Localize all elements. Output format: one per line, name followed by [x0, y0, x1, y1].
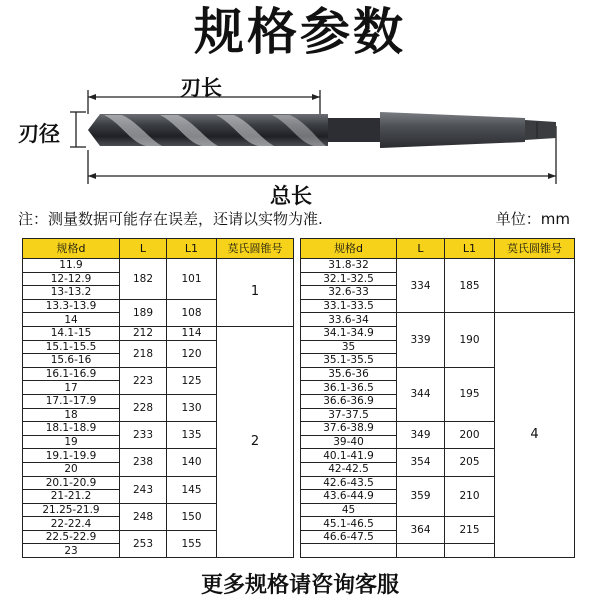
- table-body: [23, 259, 294, 558]
- cell-spec: 11.9: [23, 259, 120, 273]
- cell-spec: 14.1-15: [23, 326, 120, 340]
- cell-spec: 12-12.9: [23, 272, 120, 286]
- cell-spec: 35.1-35.5: [301, 354, 397, 368]
- cell-l: 349: [397, 422, 445, 449]
- cell-spec: 34.1-34.9: [301, 326, 397, 340]
- cell-l1: 101: [167, 259, 217, 300]
- cell-l1: 190: [445, 313, 495, 367]
- cell-l: 228: [120, 394, 167, 421]
- cell-spec: 37-37.5: [301, 408, 397, 422]
- cell-spec: 35: [301, 340, 397, 354]
- footer-contact-text: 更多规格请咨询客服: [200, 573, 399, 598]
- header-l1: L1: [167, 239, 217, 259]
- cell-l: 354: [397, 449, 445, 476]
- cell-l1: 120: [167, 340, 217, 367]
- cell-spec: 32.6-33: [301, 286, 397, 300]
- cell-l1: 145: [167, 476, 217, 503]
- cell-l: 344: [397, 367, 445, 421]
- cell-l: 238: [120, 449, 167, 476]
- unit-label: 单位：mm: [495, 210, 570, 228]
- cell-spec: 22-22.4: [23, 517, 120, 531]
- cell-spec: 37.6-38.9: [301, 422, 397, 436]
- cell-spec: 43.6-44.9: [301, 490, 397, 504]
- cell-l: 182: [120, 259, 167, 300]
- cell-l: 248: [120, 503, 167, 530]
- cell-l1: 195: [445, 367, 495, 421]
- cell-l: 233: [120, 422, 167, 449]
- cell-l: 334: [397, 259, 445, 313]
- table-row: [23, 259, 294, 273]
- table-row: [301, 313, 575, 327]
- cell-spec: 18: [23, 408, 120, 422]
- cell-spec: 14: [23, 313, 120, 327]
- cell-spec: 36.1-36.5: [301, 381, 397, 395]
- drill-bit-illustration: [0, 66, 600, 196]
- header-l: L: [120, 239, 167, 259]
- cell-spec: 20: [23, 462, 120, 476]
- cell-spec: 42.6-43.5: [301, 476, 397, 490]
- table-header-row: [301, 239, 575, 259]
- cell-spec: 23: [23, 544, 120, 558]
- cell-l1: [445, 544, 495, 558]
- cell-l: 223: [120, 367, 167, 394]
- cell-spec: 36.6-36.9: [301, 394, 397, 408]
- cell-spec: 45: [301, 503, 397, 517]
- cell-l1: 125: [167, 367, 217, 394]
- cell-l1: 205: [445, 449, 495, 476]
- cell-l1: 215: [445, 517, 495, 544]
- cell-spec: 20.1-20.9: [23, 476, 120, 490]
- cell-spec: 39-40: [301, 435, 397, 449]
- cell-spec: 15.1-15.5: [23, 340, 120, 354]
- blade-length-label: 刃长: [180, 76, 222, 100]
- cell-l1: 185: [445, 259, 495, 313]
- cell-spec: 21-21.2: [23, 490, 120, 504]
- total-length-label: 总长: [270, 184, 312, 208]
- cell-l1: 155: [167, 530, 217, 557]
- table-header-row: [23, 239, 294, 259]
- cell-spec: 33.6-34: [301, 313, 397, 327]
- cell-spec: 17: [23, 381, 120, 395]
- header-morse: 莫氏圆锥号: [217, 239, 294, 259]
- cell-spec: 22.5-22.9: [23, 530, 120, 544]
- cell-l1: 210: [445, 476, 495, 517]
- cell-morse-taper: 1: [217, 259, 294, 327]
- cell-spec: 42-42.5: [301, 462, 397, 476]
- table-body: [301, 259, 575, 558]
- cell-spec: 33.1-33.5: [301, 299, 397, 313]
- cell-spec: 21.25-21.9: [23, 503, 120, 517]
- cell-l: 253: [120, 530, 167, 557]
- cell-l: 364: [397, 517, 445, 544]
- cell-spec: 18.1-18.9: [23, 422, 120, 436]
- cell-spec: [301, 544, 397, 558]
- cell-l: 189: [120, 299, 167, 326]
- cell-l: 359: [397, 476, 445, 517]
- cell-spec: 32.1-32.5: [301, 272, 397, 286]
- cell-spec: 45.1-46.5: [301, 517, 397, 531]
- cell-l: 243: [120, 476, 167, 503]
- header-morse: 莫氏圆锥号: [495, 239, 575, 259]
- diameter-label: 刃径: [18, 122, 60, 146]
- cell-spec: 13-13.2: [23, 286, 120, 300]
- cell-l1: 108: [167, 299, 217, 326]
- page-title: 规格参数: [194, 3, 406, 61]
- cell-morse-taper: 2: [217, 326, 294, 557]
- cell-l1: 114: [167, 326, 217, 340]
- header-spec: 规格d: [301, 239, 397, 259]
- cell-l: [397, 544, 445, 558]
- header-spec: 规格d: [23, 239, 120, 259]
- header-l1: L1: [445, 239, 495, 259]
- cell-morse-taper: 4: [495, 313, 575, 558]
- table-row: [301, 259, 575, 273]
- cell-spec: 31.8-32: [301, 259, 397, 273]
- cell-spec: 17.1-17.9: [23, 394, 120, 408]
- measurement-note: 注：测量数据可能存在误差，还请以实物为准.: [18, 210, 323, 228]
- drill-diagram: [0, 66, 600, 208]
- cell-l1: 135: [167, 422, 217, 449]
- cell-l: 212: [120, 326, 167, 340]
- spec-table-right: [300, 238, 575, 558]
- cell-spec: 15.6-16: [23, 354, 120, 368]
- cell-l1: 140: [167, 449, 217, 476]
- cell-l1: 130: [167, 394, 217, 421]
- cell-spec: 13.3-13.9: [23, 299, 120, 313]
- cell-l1: 150: [167, 503, 217, 530]
- cell-spec: 16.1-16.9: [23, 367, 120, 381]
- cell-spec: 19.1-19.9: [23, 449, 120, 463]
- cell-morse-taper: [495, 259, 575, 313]
- cell-l: 339: [397, 313, 445, 367]
- table-row: [23, 326, 294, 340]
- cell-l1: 200: [445, 422, 495, 449]
- header-l: L: [397, 239, 445, 259]
- cell-spec: 40.1-41.9: [301, 449, 397, 463]
- cell-l: 218: [120, 340, 167, 367]
- cell-spec: 19: [23, 435, 120, 449]
- cell-spec: 35.6-36: [301, 367, 397, 381]
- cell-spec: 46.6-47.5: [301, 530, 397, 544]
- spec-table-left: [22, 238, 294, 558]
